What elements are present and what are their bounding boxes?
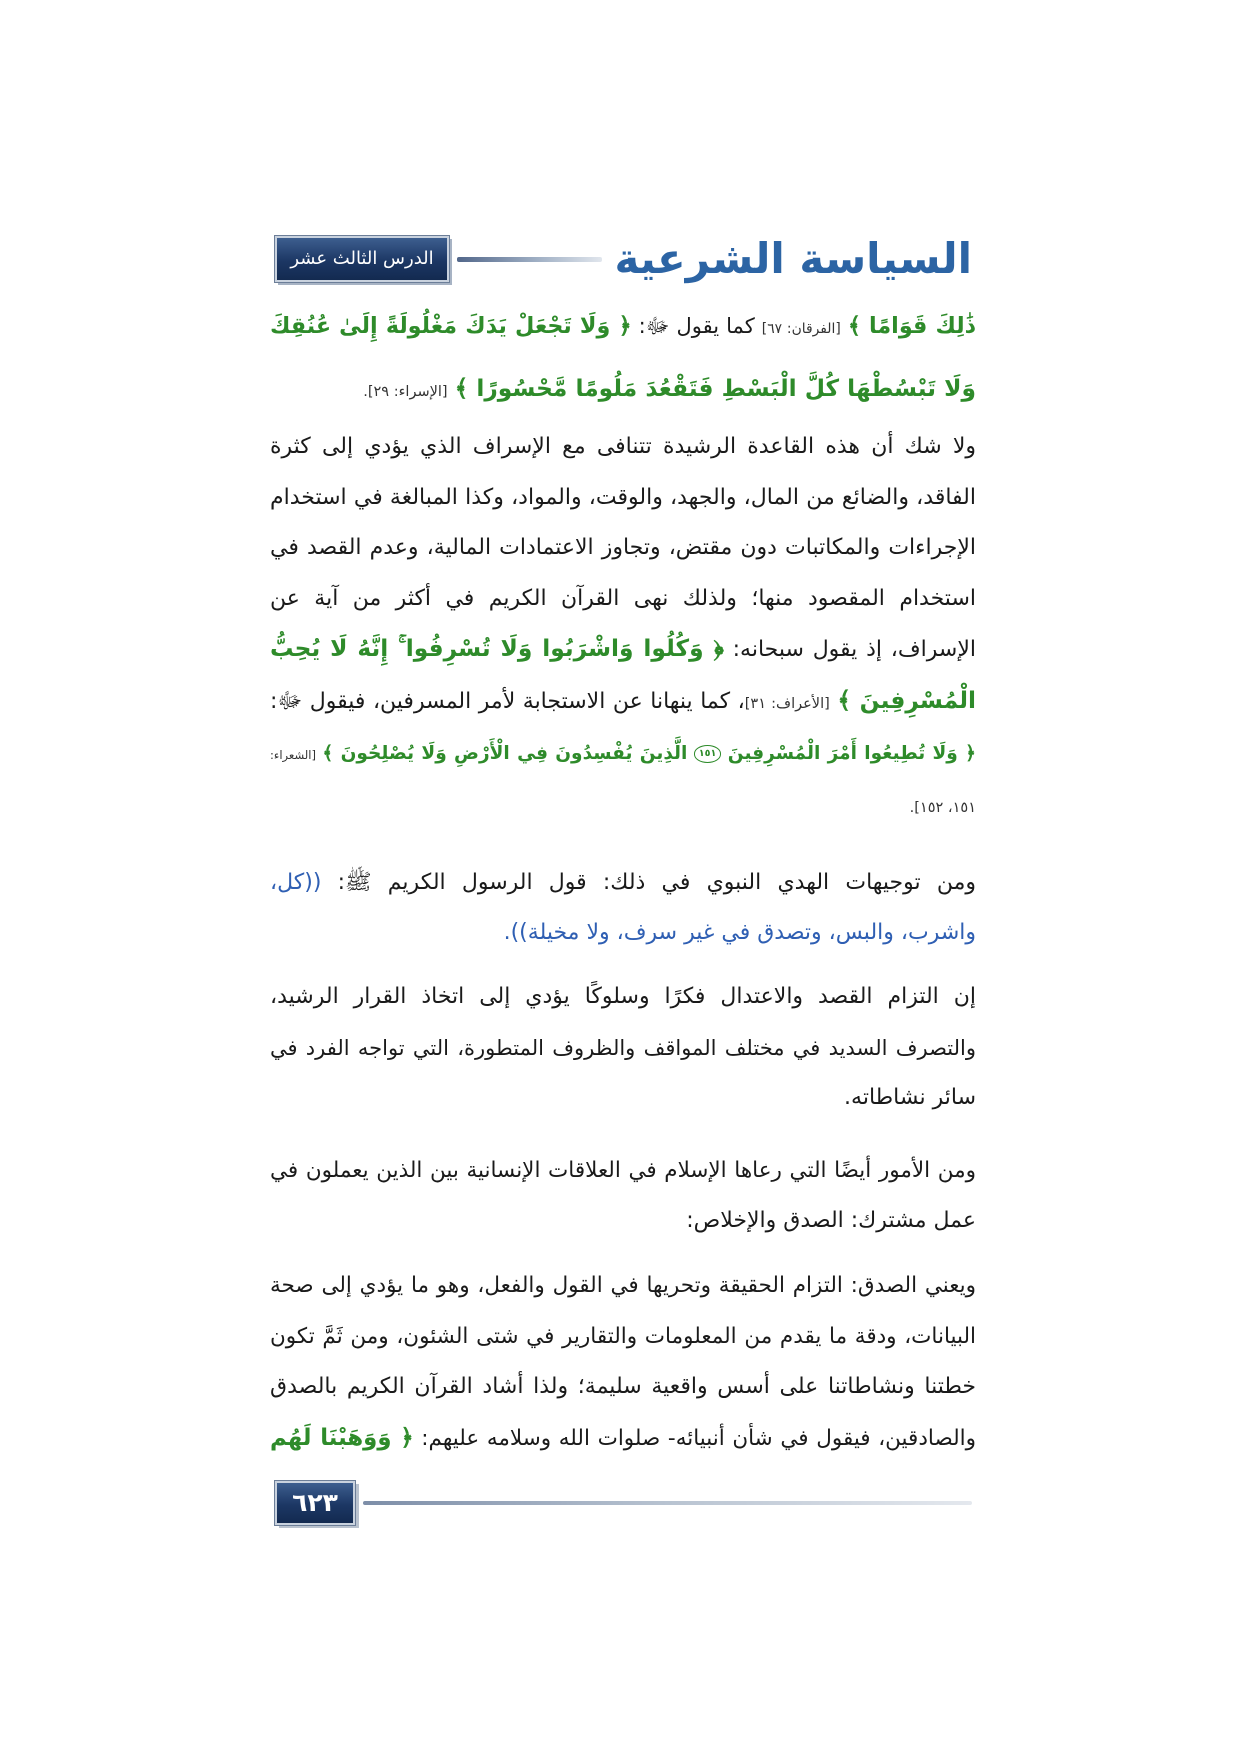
body-text: استخدام المقصود منها؛ ولذلك نهى القرآن الكريم في أكثر من آية عن	[270, 585, 976, 611]
body-text: والصادقين، فيقول في شأن أنبيائه- صلوات الله وسلامه عليهم:	[421, 1425, 976, 1451]
text-line	[270, 1413, 976, 1465]
verse-reference: [الفرقان: ٦٧]	[761, 321, 841, 337]
paragraph	[270, 1261, 976, 1464]
lesson-label: الدرس الثالث عشر	[275, 236, 449, 282]
text-line	[270, 858, 976, 908]
page-header	[275, 234, 972, 284]
text-line	[270, 1023, 976, 1074]
paragraph	[270, 972, 976, 1124]
text-line	[270, 296, 976, 359]
text-line	[270, 359, 976, 422]
paragraph	[270, 296, 976, 422]
text-line	[270, 422, 976, 473]
text-line	[270, 972, 976, 1023]
text-line	[270, 781, 976, 834]
text-line	[270, 729, 976, 781]
body-text: عمل مشترك: الصدق والإخلاص:	[686, 1208, 976, 1233]
hadith-text: ((كل،	[270, 870, 322, 895]
text-line	[270, 676, 976, 730]
text-line	[270, 1261, 976, 1312]
verse-reference: [الإسراء: ٢٩].	[363, 384, 448, 400]
body-text: الإسراف، إذ يقول سبحانه:	[732, 637, 976, 662]
text-line	[270, 1362, 976, 1413]
body-text: كما يقول ﷻ:	[638, 314, 755, 338]
verse-number-marker: ١٥١	[694, 745, 722, 763]
verse-reference: [الشعراء:	[270, 748, 317, 762]
text-line	[270, 624, 976, 676]
header-divider	[457, 257, 602, 262]
verse-reference: ١٥١، ١٥٢].	[909, 799, 976, 816]
body-text: سائر نشاطاته.	[844, 1085, 976, 1110]
body-text: ويعني الصدق: التزام الحقيقة وتحريها في القول والفعل، وهو ما يؤدي إلى صحة	[270, 1273, 976, 1298]
body-text: ومن الأمور أيضًا التي رعاها الإسلام في العلاقات الإنسانية بين الذين يعملون في	[270, 1158, 976, 1183]
body-text: ولا شك أن هذه القاعدة الرشيدة تتنافى مع الإسراف الذي يؤدي إلى كثرة	[270, 434, 976, 459]
paragraph	[270, 422, 976, 833]
hadith-text: واشرب، والبس، وتصدق في غير سرف، ولا مخيلة)).	[503, 920, 976, 945]
page-footer	[275, 1480, 972, 1526]
text-line	[270, 523, 976, 574]
quran-verse-text: ﴿ وَوَهَبْنَا لَهُم	[270, 1424, 414, 1451]
body-text: الفاقد، والضائع من المال، والجهد، والوقت، والمواد، وكذا المبالغة في استخدام	[270, 484, 976, 510]
body-text: والتصرف السديد في مختلف المواقف والظروف المتطورة، التي تواجه الفرد في	[270, 1035, 976, 1060]
quran-verse-text: ذَٰلِكَ قَوَامًا ﴾	[847, 313, 976, 339]
quran-verse-text: ﴿ وَلَا تَجْعَلْ يَدَكَ مَغْلُولَةً إِلَىٰ عُنُقِكَ	[270, 313, 632, 339]
quran-verse-text: وَلَا تَبْسُطْهَا كُلَّ الْبَسْطِ فَتَقْعُدَ مَلُومًا مَّحْسُورًا ﴾	[454, 375, 976, 402]
page-title: السياسة الشرعية	[614, 234, 972, 283]
text-line	[270, 908, 976, 958]
text-line	[270, 1312, 976, 1363]
verse-reference: [الأعراف: ٣١]	[744, 695, 830, 712]
body-text: الإجراءات والمكاتبات دون مقتض، وتجاوز الاعتمادات المالية، وعدم القصد في	[270, 535, 976, 560]
text-line	[270, 1073, 976, 1124]
body-text: البيانات، ودقة ما يقدم من المعلومات والتقارير في شتى الشئون، ومن ثَمَّ تكون	[270, 1323, 976, 1349]
paragraph	[270, 1146, 976, 1246]
body-text: خطتنا ونشاطاتنا على أسس واقعية سليمة؛ ولذا أشاد القرآن الكريم بالصدق	[270, 1374, 976, 1399]
quran-verse-text: الْمُسْرِفِينَ ﴾	[837, 686, 976, 714]
body-text: ومن توجيهات الهدي النبوي في ذلك: قول الرسول الكريم ﷺ:	[337, 870, 976, 895]
text-line	[270, 1146, 976, 1196]
page-number: ٦٢٣	[275, 1481, 355, 1525]
text-line	[270, 1196, 976, 1246]
quran-verse-text: الَّذِينَ يُفْسِدُونَ فِي الْأَرْضِ وَلَا يُصْلِحُونَ ﴾	[322, 743, 688, 764]
footer-divider	[363, 1501, 972, 1505]
text-line	[270, 574, 976, 625]
body-text: إن التزام القصد والاعتدال فكرًا وسلوكًا يؤدي إلى اتخاذ القرار الرشيد،	[270, 984, 976, 1009]
text-line	[270, 473, 976, 524]
paragraph	[270, 858, 976, 958]
quran-verse-text: ﴿ وَكُلُوا وَاشْرَبُوا وَلَا تُسْرِفُوا ۚ إِنَّهُ لَا يُحِبُّ	[270, 635, 724, 662]
quran-verse-text: ﴿ وَلَا تُطِيعُوا أَمْرَ الْمُسْرِفِينَ	[727, 743, 976, 764]
body-text: ، كما ينهانا عن الاستجابة لأمر المسرفين، فيقول ﷻ:	[270, 688, 745, 714]
